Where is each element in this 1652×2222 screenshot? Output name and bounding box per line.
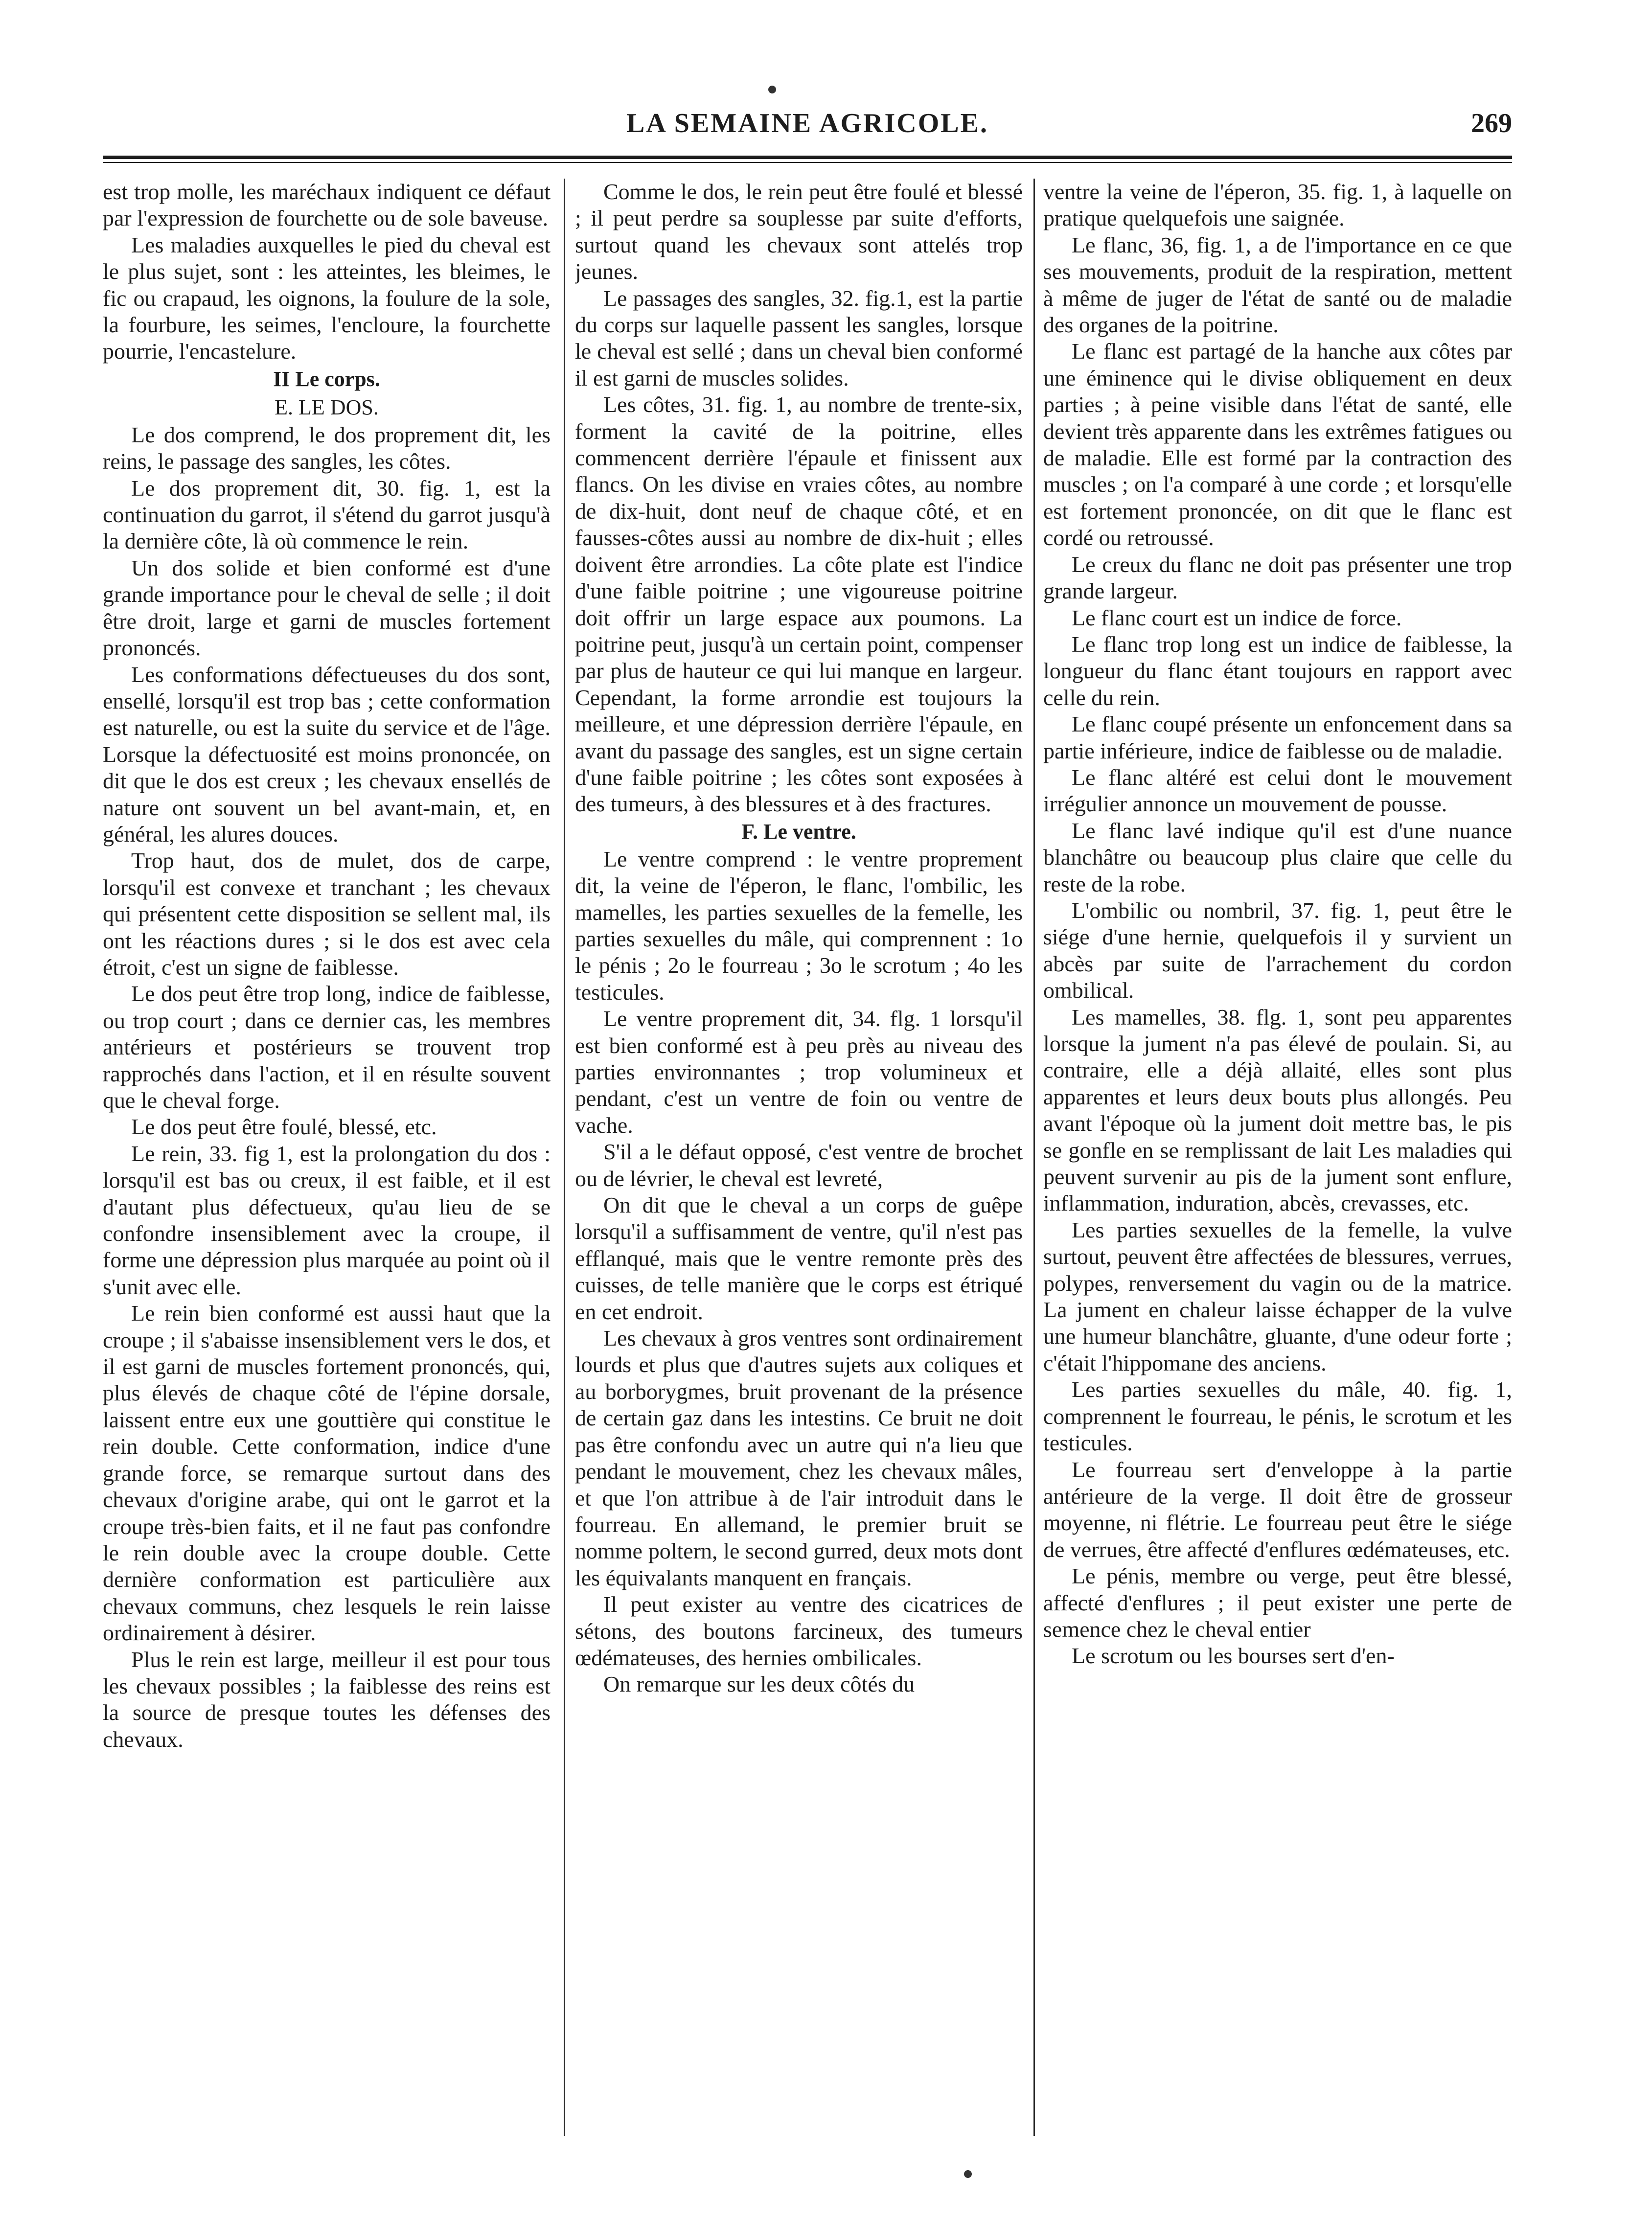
paragraph: Le passages des sangles, 32. fig.1, est la partie du corps sur laquelle passent les sangles, lorsque le cheval est sellé ; dans un cheval bien conformé il est garni de muscles solides. xyxy=(575,285,1023,390)
paragraph: Comme le dos, le rein peut être foulé et blessé ; il peut perdre sa souplesse par suite d'efforts, surtout quand les chevaux sont attelés trop jeunes. xyxy=(575,179,1023,284)
running-title: LA SEMAINE AGRICOLE. xyxy=(626,108,988,138)
paragraph: Le flanc trop long est un indice de faiblesse, la longueur du flanc étant toujours en rapport avec celle du rein. xyxy=(1043,631,1512,710)
paragraph: Le dos peut être foulé, blessé, etc. xyxy=(131,1114,437,1140)
paragraph: ventre la veine de l'éperon, 35. fig. 1, à laquelle on pratique quelquefois une saignée. xyxy=(1043,179,1512,231)
section-heading-ventre: F. Le ventre. xyxy=(741,819,856,844)
paragraph: Le fourreau sert d'enveloppe à la partie antérieure de la verge. Il doit être de grosseur moyenne, ni flétrie. Le fourreau peut être le siége de verrues, être affecté d'enflures œdémateuses, etc. xyxy=(1043,1457,1512,1562)
page-number: 269 xyxy=(1471,108,1512,138)
paragraph: Le dos peut être trop long, indice de faiblesse, ou trop court ; dans ce dernier cas, les membres antérieurs et postérieurs se trouvent trop rapprochés dans l'action, et il en résulte souvent que le cheval forge. xyxy=(103,981,551,1113)
paragraph: Les parties sexuelles de la femelle, la vulve surtout, peuvent être affectées de blessures, verrues, polypes, renversement du vagin ou de la matrice. La jument en chaleur laisse échapper de la vulve une humeur blanchâtre, gluante, d'une odeur forte ; c'était l'hippomane des anciens. xyxy=(1043,1217,1512,1375)
paragraph: Plus le rein est large, meilleur il est pour tous les chevaux possibles ; la faiblesse des reins est la source de presque toutes les défenses des chevaux. xyxy=(103,1647,551,1752)
paragraph: Le ventre proprement dit, 34. flg. 1 lorsqu'il est bien conformé est à peu près au niveau des parties environnantes ; trop volumineux et pendant, c'est un ventre de foin ou ventre de vache. xyxy=(575,1006,1023,1138)
paragraph: Le ventre comprend : le ventre proprement dit, la veine de l'éperon, le flanc, l'ombilic, les mamelles, les parties sexuelles de la femelle, les parties sexuelles du mâle, qui comprennent : 1o le pénis ; 2o le fourreau ; 3o le scrotum ; 4o les testicules. xyxy=(575,846,1023,1005)
print-speck-bottom xyxy=(964,2170,972,2178)
paragraph: Les parties sexuelles du mâle, 40. fig. 1, comprennent le fourreau, le pénis, le scrotum et les testicules. xyxy=(1043,1377,1512,1456)
print-speck-top xyxy=(768,86,776,93)
paragraph: Le pénis, membre ou verge, peut être blessé, affecté d'enflures ; il peut exister une perte de semence chez le cheval entier xyxy=(1043,1563,1512,1642)
paragraph: Les mamelles, 38. flg. 1, sont peu apparentes lorsque la jument n'a pas élevé de poulain. Si, au contraire, elle a déjà allaité, elles sont plus apparentes et leurs deux bouts plus allongés. Peu avant l'époque où la jument doit mettre bas, le pis se gonfle en se remplissant de lait Les maladies qui peuvent survenir au pis de la jument sont enflure, inflammation, induration, abcès, crevasses, etc. xyxy=(1043,1004,1512,1216)
paragraph: On dit que le cheval a un corps de guêpe lorsqu'il a suffisamment de ventre, qu'il n'est pas efflanqué, mais que le ventre remonte près des cuisses, de telle manière que le corps est étriqué en cet endroit. xyxy=(575,1192,1023,1324)
paragraph: Le flanc, 36, fig. 1, a de l'importance en ce que ses mouvements, produit de la respiration, mettent à même de juger de l'état de santé ou de maladie des organes de la poitrine. xyxy=(1043,232,1512,338)
paragraph: Les côtes, 31. fig. 1, au nombre de trente-six, forment la cavité de la poitrine, elles commencent derrière l'épaule et finissent aux flancs. On les divise en vraies côtes, au nombre de dix-huit, dont neuf de chaque côté, et en fausses-côtes aussi au nombre de dix-huit ; elles doivent être arrondies. La côte plate est l'indice d'une faible poitrine ; une vigoureuse poitrine doit offrir un large espace aux poumons. La poitrine peut, jusqu'à un certain point, compenser par plus de hauteur ce qui lui manque en largeur. Cependant, la forme arrondie est toujours la meilleure, et une dépression derrière l'épaule, en avant du passage des sangles, est un signe certain d'une faible poitrine ; les côtes sont exposées à des tumeurs, à des blessures et à des fractures. xyxy=(575,392,1023,817)
paragraph: Le flanc est partagé de la hanche aux côtes par une éminence qui le divise obliquement en deux parties ; à peine visible dans l'état de santé, elle devient très apparente dans les extrêmes fatigues ou de maladie. Elle est formé par la contraction des muscles ; on l'a comparé à une corde ; et lorsqu'elle est fortement prononcée, on dit que le flanc est cordé ou retroussé. xyxy=(1043,339,1512,550)
paragraph: Un dos solide et bien conformé est d'une grande importance pour le cheval de selle ; il doit être droit, large et garni de muscles fortement prononcés. xyxy=(103,555,551,661)
header-rule-thin xyxy=(103,162,1512,163)
paragraph: Le flanc court est un indice de force. xyxy=(1072,605,1402,630)
paragraph: Les maladies auxquelles le pied du cheval est le plus sujet, sont : les atteintes, les bleimes, le fic ou crapaud, les oignons, la foulure de la sole, la fourbure, les seimes, l'encloure, la fourchette pourrie, l'encastelure. xyxy=(103,232,551,364)
paragraph: On remarque sur les deux côtés du xyxy=(603,1672,915,1697)
paragraph: Les chevaux à gros ventres sont ordinairement lourds et plus que d'autres sujets aux coliques et au borborygmes, bruit provenant de la présence de certain gaz dans les intestins. Ce bruit ne doit pas être confondu avec un autre qui n'a lieu que pendant le mouvement, chez les chevaux mâles, et que l'on attribue à de l'air introduit dans le fourreau. En allemand, le premier bruit se nomme poltern, le second gurred, deux mots dont les équivalants manquent en français. xyxy=(575,1326,1023,1590)
paragraph: Le flanc coupé présente un enfoncement dans sa partie inférieure, indice de faiblesse ou de maladie. xyxy=(1043,711,1512,763)
column-3 xyxy=(1043,179,1512,2148)
paragraph: Le dos comprend, le dos proprement dit, les reins, le passage des sangles, les côtes. xyxy=(103,422,551,474)
column-separator-right xyxy=(1033,179,1035,2136)
paragraph: est trop molle, les maréchaux indiquent ce défaut par l'expression de fourchette ou de sole baveuse. xyxy=(103,179,551,231)
paragraph: Le rein bien conformé est aussi haut que la croupe ; il s'abaisse insensiblement vers le dos, et il est garni de muscles fortement prononcés, qui, plus élevés de chaque côté de l'épine dorsale, laissent entre eux une gouttière qui constitue le rein double. Cette conformation, indice d'une grande force, se remarque surtout dans des chevaux d'origine arabe, qui ont le garrot et la croupe très-bien faits, et il ne faut pas confondre le rein double avec la croupe double. Cette dernière conformation est particulière aux chevaux communs, chez lesquels le rein laisse ordinairement à désirer. xyxy=(103,1301,551,1646)
paragraph: S'il a le défaut opposé, c'est ventre de brochet ou de lévrier, le cheval est levreté, xyxy=(575,1139,1023,1191)
header-rule-thick xyxy=(103,156,1512,159)
column-2 xyxy=(575,179,1023,2148)
paragraph: Le dos proprement dit, 30. fig. 1, est la continuation du garrot, il s'étend du garrot jusqu'à la dernière côte, là où commence le rein. xyxy=(103,475,551,554)
section-heading-dos: E. LE DOS. xyxy=(275,395,379,419)
section-heading-corps: II Le corps. xyxy=(273,367,380,391)
paragraph: Le rein, 33. fig 1, est la prolongation du dos : lorsqu'il est bas ou creux, il est faible, et il est d'autant plus défectueux, qu'au lieu de se confondre insensiblement avec la croupe, il forme une dépression plus marquée au point où il s'unit avec elle. xyxy=(103,1141,551,1299)
paragraph: Il peut exister au ventre des cicatrices de sétons, des boutons farcineux, des tumeurs œdémateuses, des hernies ombilicales. xyxy=(575,1592,1023,1670)
page-header xyxy=(103,108,1512,152)
paragraph: Les conformations défectueuses du dos sont, ensellé, lorsqu'il est trop bas ; cette conformation est naturelle, ou est la suite du service et de l'âge. Lorsque la défectuosité est moins prononcée, on dit que le dos est creux ; les chevaux ensellés de nature ont souvent un bel avant-main, et, en général, les alures douces. xyxy=(103,662,551,847)
paragraph: Le flanc lavé indique qu'il est d'une nuance blanchâtre ou beaucoup plus claire que celle du reste de la robe. xyxy=(1043,818,1512,896)
column-separator-left xyxy=(564,179,565,2136)
paragraph: Le flanc altéré est celui dont le mouvement irrégulier annonce un mouvement de pousse. xyxy=(1043,764,1512,817)
paragraph: L'ombilic ou nombril, 37. fig. 1, peut être le siége d'une hernie, quelquefois il y survient un abcès par suite de l'arrachement du cordon ombilical. xyxy=(1043,897,1512,1003)
paragraph: Le scrotum ou les bourses sert d'en- xyxy=(1072,1643,1395,1669)
paragraph: Trop haut, dos de mulet, dos de carpe, lorsqu'il est convexe et tranchant ; les chevaux qui présentent cette disposition se sellent mal, ils ont les réactions dures ; si le dos est avec cela étroit, c'est un signe de faiblesse. xyxy=(103,848,551,980)
column-1 xyxy=(103,179,551,2148)
paragraph: Le creux du flanc ne doit pas présenter une trop grande largeur. xyxy=(1043,551,1512,604)
